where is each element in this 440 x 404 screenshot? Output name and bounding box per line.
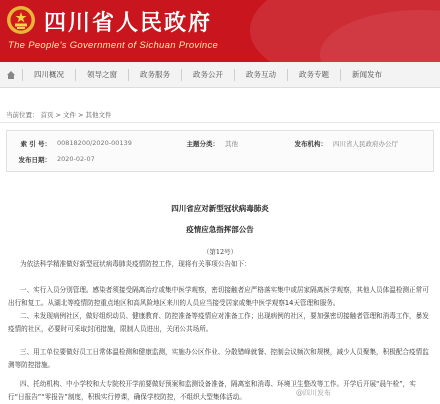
- site-header: [0, 0, 440, 62]
- breadcrumb-home[interactable]: 首页: [40, 111, 54, 119]
- publisher-label: 发布机构：: [294, 140, 327, 148]
- document-title-line-1: 四川省应对新型冠状病毒肺炎: [171, 204, 269, 213]
- category-value: 其他: [225, 140, 238, 148]
- meta-row-1: [15, 139, 398, 148]
- publish-date-label: 发布日期：: [18, 156, 51, 164]
- site-title[interactable]: 四川省人民政府: [44, 10, 213, 36]
- home-icon: [6, 70, 16, 80]
- nav-interaction[interactable]: 政务互动: [246, 70, 276, 79]
- index-number-label: 索 引 号：: [20, 140, 51, 148]
- category-label: 主题分类：: [186, 140, 219, 148]
- meta-row-2: [15, 155, 95, 164]
- nav-overview[interactable]: 四川概况: [34, 70, 64, 79]
- nav-home[interactable]: [0, 62, 22, 88]
- paragraph-1: 一、实行入员分别管理。感染者须接受隔离治疗或集中医学观察，密切接触者应严格落实集中或居家隔离医学观察，其他人员体温检测正常可出行和复工。从湖北等疫情防控重点地区和高风险地区来川的人员应当接受居家或集中医学观察14天管理和服务。: [8, 286, 429, 307]
- breadcrumb-prefix: 当前位置：: [6, 111, 39, 119]
- breadcrumb: [6, 110, 112, 119]
- national-emblem-icon[interactable]: [6, 5, 36, 35]
- nav-services[interactable]: 政务服务: [140, 70, 170, 79]
- nav-press[interactable]: 新闻发布: [352, 70, 382, 79]
- nav-openness[interactable]: 政务公开: [193, 70, 223, 79]
- index-number-value: 00818200/2020-00139: [57, 139, 132, 147]
- breadcrumb-divider: [0, 122, 440, 123]
- nav-leaders[interactable]: 领导之窗: [87, 70, 117, 79]
- breadcrumb-other-files[interactable]: > 其他文件: [78, 111, 112, 119]
- paragraph-4: 四、托幼机构、中小学校和大专院校开学前要做好预案和监测设备准备，隔离室和消毒、环境卫生整改等工作。开学后开展“晨午检”，实行“日报告”“零报告”制度，积极实行停课，确保学校防控，不组织大型集体活动。: [8, 380, 416, 401]
- paragraph-3: 三、用工单位要做好员工日常体温检测和健康监测，实施办公区作业、分散错峰就餐、控制会议频次和规模，减少人员聚集，积极配合疫情监测等防控措施。: [8, 348, 429, 369]
- paragraph-2: 二、未发现病例社区，做好组织动员、健康教育、防控准备等疫情应对准备工作；出现病例的社区，要加强密切接触者管理和消毒工作，暴发疫情的社区，必要时可采取封闭措施，限制人员进出，关闭公共场所。: [8, 312, 429, 333]
- document-number: （第12号）: [202, 248, 238, 256]
- document-title-line-2: 疫情应急指挥部公告: [186, 225, 254, 234]
- watermark: @四川发布: [296, 389, 331, 397]
- breadcrumb-files[interactable]: > 文件: [55, 111, 77, 119]
- main-nav: [0, 62, 440, 88]
- publish-date-value: 2020-02-07: [57, 155, 95, 163]
- document-meta-box: [6, 130, 434, 172]
- site-subtitle: The People's Government of Sichuan Province: [8, 40, 219, 51]
- publisher-value: 四川省人民政府办公厅: [333, 140, 398, 148]
- paragraph-intro: 为依法科学精准做好新型冠状病毒肺炎疫情防控工作，现将有关事项公告如下：: [20, 260, 251, 268]
- nav-topics[interactable]: 政务专题: [299, 70, 329, 79]
